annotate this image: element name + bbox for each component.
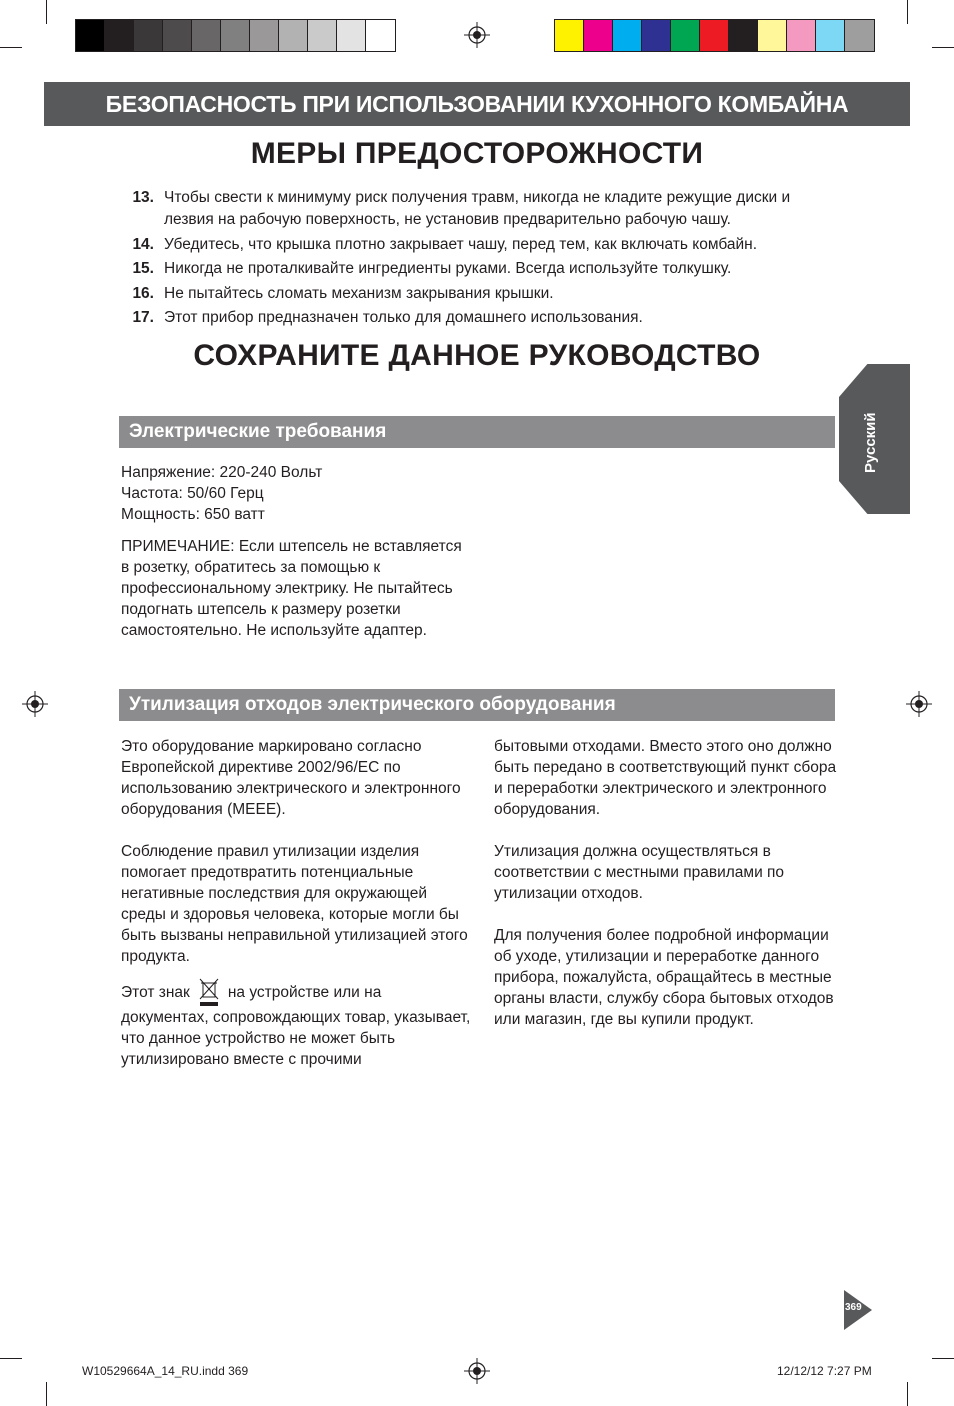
color-swatch xyxy=(642,20,671,51)
color-swatch xyxy=(279,20,308,51)
electrical-specs xyxy=(121,462,471,525)
color-swatch xyxy=(308,20,337,51)
save-instructions-title: СОХРАНИТЕ ДАННОЕ РУКОВОДСТВО xyxy=(193,339,761,372)
color-swatch xyxy=(584,20,613,51)
paragraph: Утилизация должна осуществляться в соответствии с местными правилами по утилизации отходов. xyxy=(494,843,785,902)
list-item xyxy=(112,187,842,231)
color-swatch xyxy=(250,20,279,51)
crop-mark xyxy=(46,1382,47,1406)
list-item xyxy=(112,283,842,305)
frequency-spec: Частота: 50/60 Герц xyxy=(121,485,264,502)
item-number: 17. xyxy=(132,309,154,326)
paragraph: бытовыми отходами. Вместо этого оно должно быть передано в соответствующий пункт сбора и переработки электрического и электронного оборудования. xyxy=(494,738,837,818)
color-swatch xyxy=(163,20,192,51)
section-header: БЕЗОПАСНОСТЬ ПРИ ИСПОЛЬЗОВАНИИ КУХОННОГО КОМБАЙНА xyxy=(44,82,910,126)
registration-mark-icon xyxy=(906,691,932,717)
voltage-spec: Напряжение: 220-240 Вольт xyxy=(121,464,323,481)
color-swatch xyxy=(221,20,250,51)
item-text: Чтобы свести к минимуму риск получения травм, никогда не кладите режущие диски и лезвия на рабочую поверхность, не установив предварительно рабочую чашу. xyxy=(164,189,791,228)
crop-mark xyxy=(907,1382,908,1406)
crop-mark xyxy=(932,1358,954,1359)
paragraph: Это оборудование маркировано согласно Европейской директиве 2002/96/EC по использованию электрического и электронного оборудования (MEEE). xyxy=(121,738,461,818)
color-swatch xyxy=(729,20,758,51)
electrical-note: ПРИМЕЧАНИЕ: Если штепсель не вставляется в розетку, обратитесь за помощью к профессиональному электрику. Не пытайтесь подогнать штепсель к размеру розетки самостоятельно. Не используйте адаптер. xyxy=(121,538,462,639)
color-swatch xyxy=(134,20,163,51)
page-number: 369 xyxy=(845,1302,862,1313)
paragraph: Соблюдение правил утилизации изделия помогает предотвратить потенциальные негативные последствия для окружающей среды и здоровья человека, которые могли бы быть вызваны неправильной утилизацией этого продукта. xyxy=(121,843,468,965)
color-swatch xyxy=(671,20,700,51)
color-swatch xyxy=(555,20,584,51)
item-text: Не пытайтесь сломать механизм закрывания крышки. xyxy=(164,284,554,302)
power-spec: Мощность: 650 ватт xyxy=(121,506,265,523)
disposal-left-column xyxy=(121,736,471,1080)
grayscale-bar xyxy=(75,19,396,52)
date-slug: 12/12/12 7:27 PM xyxy=(777,1364,872,1378)
item-number: 14. xyxy=(132,235,154,253)
crop-mark xyxy=(46,0,47,24)
paragraph-end: на устройстве или на документах, сопровождающих товар, указывает, что данное устройство не может быть утилизировано вместе с прочими xyxy=(121,984,471,1068)
item-number: 13. xyxy=(132,189,154,206)
color-swatch xyxy=(816,20,845,51)
color-swatch xyxy=(613,20,642,51)
paragraph xyxy=(121,977,471,1070)
list-item xyxy=(112,307,842,329)
color-swatch xyxy=(76,20,105,51)
section-heading-electrical: Электрические требования xyxy=(119,416,835,448)
color-swatch xyxy=(787,20,816,51)
color-swatch xyxy=(845,20,874,51)
item-number: 15. xyxy=(132,260,154,277)
crossed-bin-icon xyxy=(198,977,220,1007)
registration-mark-icon xyxy=(464,22,490,48)
crop-mark xyxy=(0,1358,22,1359)
page-title: МЕРЫ ПРЕДОСТОРОЖНОСТИ xyxy=(250,137,704,170)
crop-mark xyxy=(0,47,22,48)
language-tab-label: Русский xyxy=(862,412,879,474)
color-swatch xyxy=(337,20,366,51)
crop-mark xyxy=(907,0,908,24)
color-swatch xyxy=(758,20,787,51)
color-swatch xyxy=(366,20,395,51)
list-item xyxy=(112,258,842,280)
file-slug: W10529664A_14_RU.indd 369 xyxy=(82,1364,249,1378)
section-heading-disposal: Утилизация отходов электрического оборудования xyxy=(119,689,835,721)
color-swatch xyxy=(105,20,134,51)
color-bar xyxy=(554,19,875,52)
registration-mark-icon xyxy=(464,1358,490,1384)
paragraph: Для получения более подробной информации об уходе, утилизации и переработке данного прибора, пожалуйста, обращайтесь в местные органы власти, службу сбора бытовых отходов или магазин, где вы купили продукт. xyxy=(494,927,834,1028)
item-text: Никогда не проталкивайте ингредиенты руками. Всегда используйте толкушку. xyxy=(164,260,732,277)
item-text: Этот прибор предназначен только для домашнего использования. xyxy=(164,309,643,326)
disposal-right-column xyxy=(494,736,840,1040)
item-text: Убедитесь, что крышка плотно закрывает чашу, перед тем, как включать комбайн. xyxy=(164,235,757,253)
item-number: 16. xyxy=(132,284,154,302)
color-swatch xyxy=(700,20,729,51)
list-item xyxy=(112,234,842,256)
color-swatch xyxy=(192,20,221,51)
paragraph-start: Этот знак xyxy=(121,984,190,1001)
registration-mark-icon xyxy=(22,691,48,717)
precautions-list xyxy=(112,187,842,332)
crop-mark xyxy=(932,47,954,48)
